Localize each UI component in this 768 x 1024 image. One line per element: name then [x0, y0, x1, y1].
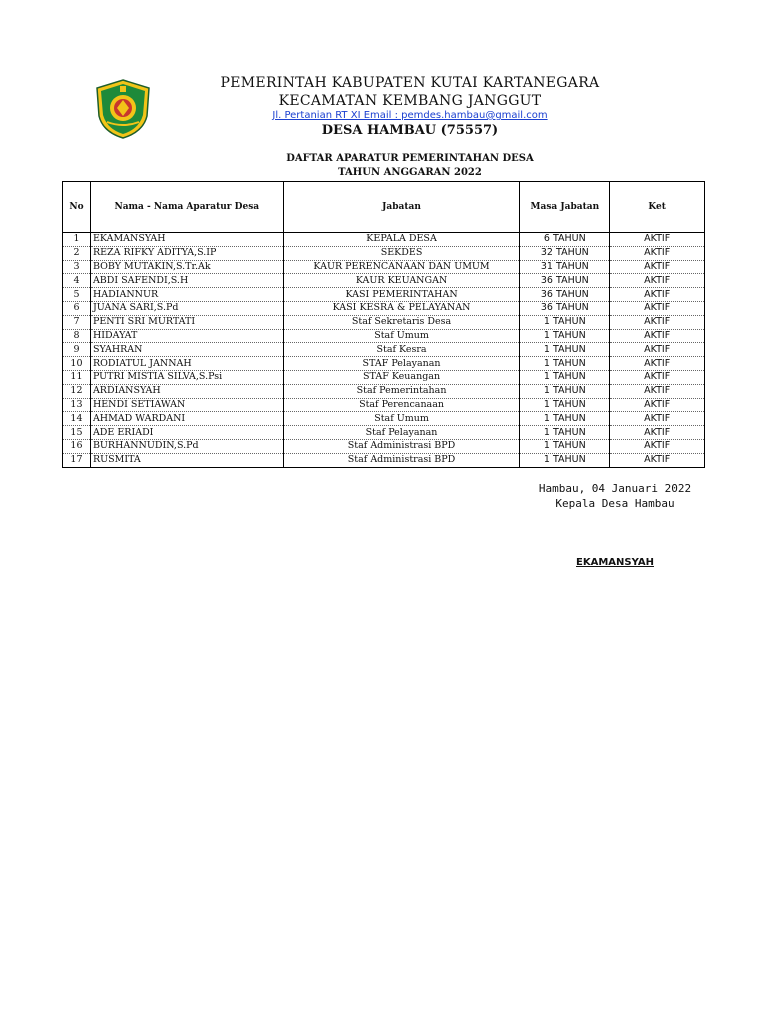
cell-masa-jabatan: 1 TAHUN: [520, 398, 610, 412]
cell-nama: AHMAD WARDANI: [90, 412, 283, 426]
cell-masa-jabatan: 31 TAHUN: [520, 260, 610, 274]
cell-nama: ABDI SAFENDI,S.H: [90, 274, 283, 288]
table-row: [63, 370, 705, 384]
cell-jabatan: Staf Administrasi BPD: [283, 439, 520, 453]
cell-nama: ADE ERIADI: [90, 426, 283, 440]
table-body: [63, 233, 705, 468]
header-address-email-link[interactable]: Jl. Pertanian RT XI Email : pemdes.hambau@gmail.com: [272, 110, 548, 121]
cell-no: 14: [63, 412, 91, 426]
cell-jabatan: STAF Pelayanan: [283, 357, 520, 371]
table-row: [63, 288, 705, 302]
cell-no: 1: [63, 233, 91, 247]
table-row: [63, 357, 705, 371]
table-row: [63, 233, 705, 247]
cell-no: 3: [63, 260, 91, 274]
cell-jabatan: Staf Pemerintahan: [283, 384, 520, 398]
cell-masa-jabatan: 36 TAHUN: [520, 301, 610, 315]
cell-masa-jabatan: 1 TAHUN: [520, 370, 610, 384]
cell-ket: AKTIF: [610, 315, 705, 329]
cell-masa-jabatan: 1 TAHUN: [520, 315, 610, 329]
cell-jabatan: SEKDES: [283, 246, 520, 260]
cell-no: 11: [63, 370, 91, 384]
table-row: [63, 274, 705, 288]
cell-ket: AKTIF: [610, 274, 705, 288]
cell-no: 10: [63, 357, 91, 371]
cell-masa-jabatan: 1 TAHUN: [520, 343, 610, 357]
cell-no: 13: [63, 398, 91, 412]
cell-ket: AKTIF: [610, 260, 705, 274]
header-masa-jabatan: Masa Jabatan: [520, 182, 610, 233]
table-row: [63, 301, 705, 315]
cell-ket: AKTIF: [610, 384, 705, 398]
document-title: DAFTAR APARATUR PEMERINTAHAN DESA: [286, 153, 534, 164]
table-row: [63, 315, 705, 329]
cell-no: 5: [63, 288, 91, 302]
table-header-row: [63, 182, 705, 233]
cell-ket: AKTIF: [610, 398, 705, 412]
cell-masa-jabatan: 1 TAHUN: [520, 329, 610, 343]
table-row: [63, 453, 705, 467]
cell-masa-jabatan: 1 TAHUN: [520, 412, 610, 426]
table-row: [63, 384, 705, 398]
cell-nama: SYAHRAN: [90, 343, 283, 357]
cell-no: 4: [63, 274, 91, 288]
table-row: [63, 246, 705, 260]
staff-table: [62, 181, 705, 468]
cell-no: 8: [63, 329, 91, 343]
cell-masa-jabatan: 6 TAHUN: [520, 233, 610, 247]
cell-ket: AKTIF: [610, 329, 705, 343]
cell-no: 17: [63, 453, 91, 467]
cell-nama: EKAMANSYAH: [90, 233, 283, 247]
cell-no: 12: [63, 384, 91, 398]
cell-nama: RUSMITA: [90, 453, 283, 467]
cell-ket: AKTIF: [610, 426, 705, 440]
cell-masa-jabatan: 1 TAHUN: [520, 384, 610, 398]
cell-ket: AKTIF: [610, 370, 705, 384]
cell-no: 7: [63, 315, 91, 329]
table-row: [63, 398, 705, 412]
cell-nama: ARDIANSYAH: [90, 384, 283, 398]
cell-ket: AKTIF: [610, 357, 705, 371]
cell-jabatan: Staf Kesra: [283, 343, 520, 357]
cell-jabatan: KASI PEMERINTAHAN: [283, 288, 520, 302]
cell-masa-jabatan: 32 TAHUN: [520, 246, 610, 260]
header-government-name: PEMERINTAH KABUPATEN KUTAI KARTANEGARA: [220, 75, 600, 91]
cell-ket: AKTIF: [610, 343, 705, 357]
cell-ket: AKTIF: [610, 246, 705, 260]
cell-jabatan: STAF Keuangan: [283, 370, 520, 384]
header-district-name: KECAMATAN KEMBANG JANGGUT: [278, 93, 542, 109]
header-jabatan: Jabatan: [283, 182, 520, 233]
table-row: [63, 426, 705, 440]
table-row: [63, 329, 705, 343]
document-subtitle: TAHUN ANGGARAN 2022: [338, 167, 482, 178]
cell-ket: AKTIF: [610, 233, 705, 247]
cell-no: 16: [63, 439, 91, 453]
cell-ket: AKTIF: [610, 439, 705, 453]
signature-place-date: Hambau, 04 Januari 2022: [538, 482, 692, 495]
cell-nama: BURHANNUDIN,S.Pd: [90, 439, 283, 453]
cell-masa-jabatan: 1 TAHUN: [520, 357, 610, 371]
cell-jabatan: Staf Administrasi BPD: [283, 453, 520, 467]
table-row: [63, 412, 705, 426]
cell-nama: HENDI SETIAWAN: [90, 398, 283, 412]
cell-jabatan: KASI KESRA & PELAYANAN: [283, 301, 520, 315]
cell-ket: AKTIF: [610, 288, 705, 302]
cell-jabatan: Staf Umum: [283, 412, 520, 426]
cell-jabatan: KEPALA DESA: [283, 233, 520, 247]
signature-position: Kepala Desa Hambau: [555, 497, 675, 510]
kutai-kartanegara-emblem-icon: [93, 78, 153, 140]
cell-jabatan: Staf Perencanaan: [283, 398, 520, 412]
cell-masa-jabatan: 1 TAHUN: [520, 426, 610, 440]
cell-masa-jabatan: 36 TAHUN: [520, 274, 610, 288]
table-row: [63, 439, 705, 453]
header-ket: Ket: [610, 182, 705, 233]
cell-jabatan: Staf Sekretaris Desa: [283, 315, 520, 329]
table-row: [63, 343, 705, 357]
cell-nama: PUTRI MISTIA SILVA,S.Psi: [90, 370, 283, 384]
cell-jabatan: KAUR KEUANGAN: [283, 274, 520, 288]
cell-masa-jabatan: 36 TAHUN: [520, 288, 610, 302]
header-no: No: [63, 182, 91, 233]
cell-jabatan: KAUR PERENCANAAN DAN UMUM: [283, 260, 520, 274]
cell-no: 6: [63, 301, 91, 315]
cell-no: 9: [63, 343, 91, 357]
cell-ket: AKTIF: [610, 453, 705, 467]
header-nama: Nama - Nama Aparatur Desa: [90, 182, 283, 233]
signature-name: EKAMANSYAH: [576, 557, 654, 568]
cell-masa-jabatan: 1 TAHUN: [520, 453, 610, 467]
cell-nama: HIDAYAT: [90, 329, 283, 343]
cell-jabatan: Staf Umum: [283, 329, 520, 343]
cell-nama: HADIANNUR: [90, 288, 283, 302]
cell-ket: AKTIF: [610, 301, 705, 315]
cell-nama: RODIATUL JANNAH: [90, 357, 283, 371]
cell-jabatan: Staf Pelayanan: [283, 426, 520, 440]
cell-nama: REZA RIFKY ADITYA,S.IP: [90, 246, 283, 260]
cell-no: 2: [63, 246, 91, 260]
cell-nama: BOBY MUTAKIN,S.Tr.Ak: [90, 260, 283, 274]
cell-nama: JUANA SARI,S.Pd: [90, 301, 283, 315]
header-village-name: DESA HAMBAU (75557): [321, 123, 499, 138]
cell-nama: PENTI SRI MURTATI: [90, 315, 283, 329]
cell-no: 15: [63, 426, 91, 440]
cell-masa-jabatan: 1 TAHUN: [520, 439, 610, 453]
table-row: [63, 260, 705, 274]
cell-ket: AKTIF: [610, 412, 705, 426]
